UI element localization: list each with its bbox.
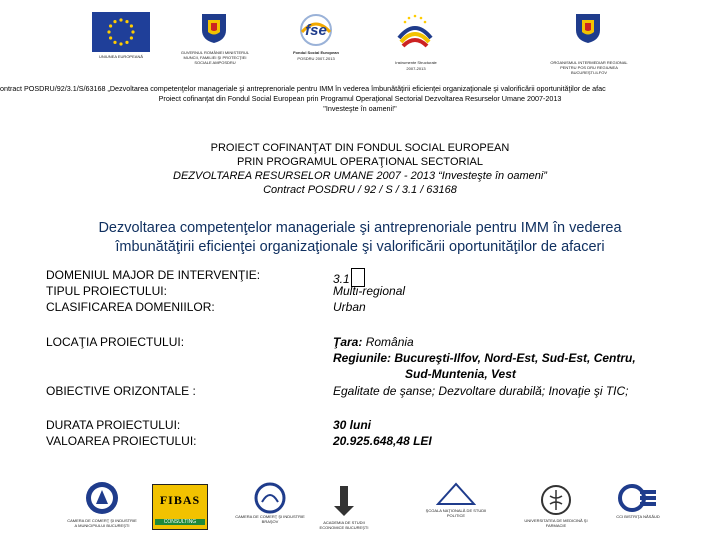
eu-caption: UNIUNEA EUROPEANĂ	[98, 54, 143, 59]
partner-logo-cci-bn	[618, 484, 658, 512]
partner-logo-snspa	[436, 482, 476, 506]
coat-of-arms-icon	[574, 10, 602, 44]
partner-logo-ccibv	[252, 482, 288, 514]
fibas-mark: FIBAS	[159, 493, 201, 507]
tip-label: TIPUL PROIECTULUI:	[46, 284, 167, 298]
partner-caption-ccib: CAMERA DE COMERŢ ŞI INDUSTRIE A MUNICIPIULUI BUCUREŞTI	[67, 518, 137, 528]
project-title-line-1: Dezvoltarea competenţelor manageriale şi antreprenoriale pentru IMM în vederea	[98, 220, 622, 236]
guvern-caption: GUVERNUL ROMÂNIEI MINISTERUL MUNCII, FAMILIEI ŞI PROTECŢIEI SOCIALE AMPOSDRU	[180, 50, 250, 65]
tara-line	[333, 335, 414, 350]
valoarea-value: 20.925.648,48 LEI	[333, 434, 432, 448]
cofinantare-line-3: DEZVOLTAREA RESURSELOR UMANE 2007 - 2013 “Investeşte în oameni”	[173, 170, 547, 182]
eu-flag-icon	[92, 12, 150, 52]
project-title-line-2: îmbunătăţirii eficienţei organizaţionale şi valorificării oportunităţilor de afaceri	[115, 239, 605, 255]
contract-header-line: ontract POSDRU/92/3.1/S/63168 „Dezvoltarea competenţelor manageriale şi antreprenoriale pentru IMM în vederea îmbunătăţirii eficienţei organizaţionale şi valorificării oportunităţilor de afac	[0, 84, 606, 93]
guvern-logo	[200, 10, 228, 44]
fse-mark: fse	[305, 22, 327, 39]
locatia-label: LOCAŢIA PROIECTULUI:	[46, 335, 185, 349]
ccib-emblem-icon	[84, 480, 120, 516]
eu-logo	[92, 12, 150, 52]
partner-logo-umf	[540, 484, 572, 516]
snspa-emblem-icon	[436, 482, 476, 506]
oirpos-caption: ORGANISMUL INTERMEDIAR REGIONAL PENTRU POS DRU REGIUNEA BUCUREŞTI-ILFOV	[550, 60, 628, 75]
instrumente-caption-2: 2007-2013	[406, 66, 426, 71]
partner-logo-ccib	[84, 480, 120, 516]
obiective-value: Egalitate de şanse; Dezvoltare durabilă; Inovaţie şi TIC;	[333, 384, 629, 398]
structural-instruments-icon	[393, 12, 437, 52]
partner-logo-ase	[332, 484, 356, 518]
investeste-header-line: "Investeşte în oameni!"	[323, 104, 397, 113]
cofinantare-line-1: PROIECT COFINANŢAT DIN FONDUL SOCIAL EUROPEAN	[210, 142, 510, 154]
ccibv-emblem-icon	[252, 482, 288, 514]
partner-caption-snspa: ŞCOALA NAŢIONALĂ DE STUDII POLITICE	[425, 508, 487, 518]
clasificare-value: Urban	[333, 300, 366, 314]
partner-caption-ase: ACADEMIA DE STUDII ECONOMICE BUCUREŞTI	[319, 520, 369, 530]
cci-bn-emblem-icon	[618, 484, 658, 512]
partner-logo-fibas	[152, 484, 208, 530]
fse-logo	[293, 12, 339, 48]
ase-emblem-icon	[332, 484, 356, 518]
durata-value: 30 luni	[333, 418, 372, 432]
valoarea-label: VALOAREA PROIECTULUI:	[46, 434, 197, 448]
coat-of-arms-icon	[200, 10, 228, 44]
domeniu-label: DOMENIUL MAJOR DE INTERVENŢIE:	[46, 268, 261, 282]
fse-caption-1: Fondul Social European	[293, 50, 339, 55]
cofinantat-header-line: Proiect cofinanţat din Fondul Social European prin Programul Operaţional Sectorial Dezvoltarea Resurselor Umane 2007-2013	[158, 94, 562, 103]
instrumente-logo	[393, 12, 437, 52]
regiunile-line-1: Regiunile: Bucureşti-Ilfov, Nord-Est, Sud-Est, Centru,	[333, 351, 636, 365]
partner-caption-ccibv: CAMERA DE COMERŢ ŞI INDUSTRIE BRAŞOV	[235, 514, 305, 524]
tara-value: România	[365, 335, 414, 349]
partner-caption-cci-bn: CCI BISTRIŢA NĂSĂUD	[616, 514, 660, 519]
domeniu-value-text: 3.1	[333, 272, 350, 286]
fibas-sub: CONSULTING	[155, 519, 205, 525]
clasificare-label: CLASIFICAREA DOMENIILOR:	[46, 300, 215, 314]
fse-caption-2: POSDRU 2007-2013	[297, 56, 335, 61]
durata-label: DURATA PROIECTULUI:	[46, 418, 181, 432]
regiunile-line-2: Sud-Muntenia, Vest	[405, 367, 516, 381]
oirpos-logo	[574, 10, 602, 44]
tip-value: Multi-regional	[333, 284, 406, 298]
cofinantare-line-2: PRIN PROGRAMUL OPERAŢIONAL SECTORIAL	[237, 156, 483, 168]
tara-prefix: Ţara:	[333, 335, 363, 349]
partner-caption-umf: UNIVERSITATEA DE MEDICINĂ ŞI FARMACIE	[524, 518, 588, 528]
obiective-label: OBIECTIVE ORIZONTALE :	[46, 384, 196, 398]
contract-number: Contract POSDRU / 92 / S / 3.1 / 63168	[263, 184, 457, 196]
instrumente-caption-1: Instrumente Structurale	[395, 60, 437, 65]
umf-emblem-icon	[540, 484, 572, 516]
